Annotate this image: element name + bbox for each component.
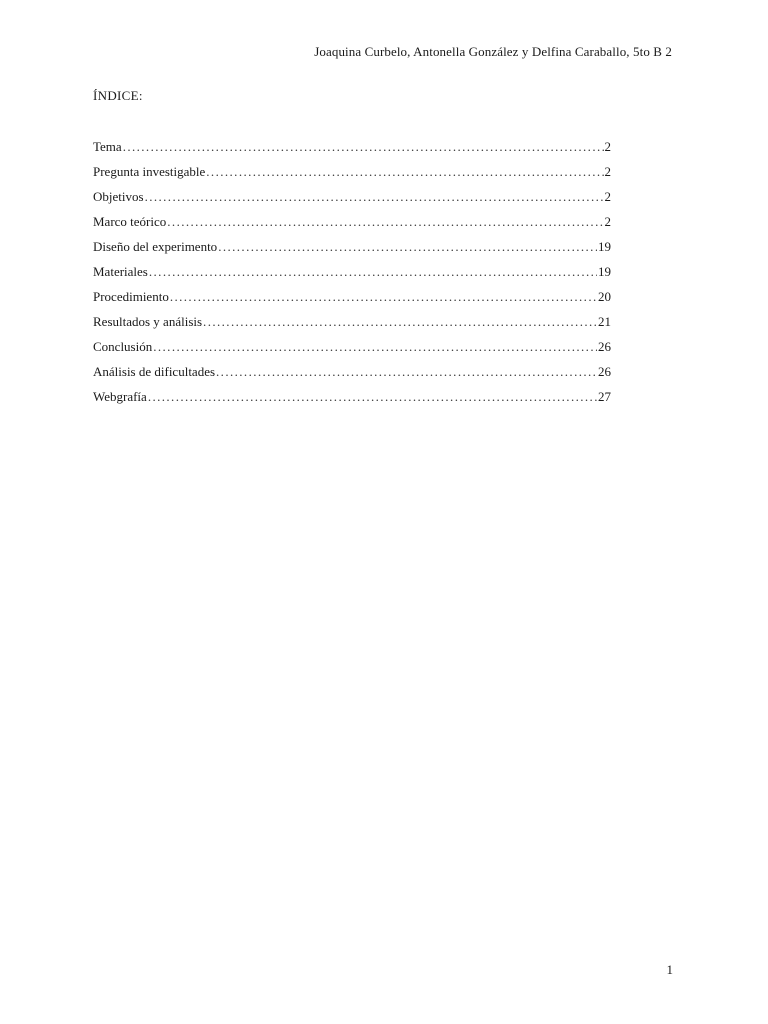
toc-entry-pregunta-investigable (93, 163, 611, 188)
toc-entry-resultados-y-analisis (93, 313, 611, 338)
page-header-authors: Joaquina Curbelo, Antonella González y Delfina Caraballo, 5to B 2 (314, 44, 672, 59)
toc-entry-label: Objetivos (93, 189, 144, 204)
toc-entry-diseno-del-experimento (93, 238, 611, 263)
toc-entry-label: Materiales (93, 264, 148, 279)
toc-entry-analisis-de-dificultades (93, 363, 611, 388)
toc-entry-label: Conclusión (93, 339, 153, 354)
toc-entry-page: 26 (598, 364, 611, 379)
toc-dot-leader (149, 263, 597, 281)
toc-entry-tema (93, 138, 611, 163)
toc-entry-page: 21 (598, 314, 611, 329)
toc-entry-page: 2 (604, 214, 611, 229)
toc-entry-conclusion (93, 338, 611, 363)
toc-dot-leader (145, 188, 604, 206)
toc-entry-label: Pregunta investigable (93, 164, 206, 179)
toc-entry-page: 26 (598, 339, 611, 354)
page-number: 1 (666, 962, 673, 977)
toc-entry-page: 20 (598, 289, 611, 304)
toc-entry-procedimiento (93, 288, 611, 313)
toc-dot-leader (206, 163, 603, 181)
toc-entry-label: Resultados y análisis (93, 314, 203, 329)
toc-entry-page: 2 (604, 139, 611, 154)
toc-dot-leader (216, 363, 597, 381)
toc-entry-page: 27 (598, 389, 611, 404)
toc-entry-webgrafia (93, 388, 611, 413)
table-of-contents (93, 138, 611, 413)
toc-entry-page: 2 (604, 164, 611, 179)
toc-entry-page: 19 (598, 264, 611, 279)
toc-dot-leader (218, 238, 597, 256)
toc-dot-leader (153, 338, 597, 356)
toc-dot-leader (203, 313, 597, 331)
toc-entry-label: Webgrafía (93, 389, 147, 404)
toc-entry-label: Tema (93, 139, 122, 154)
toc-entry-page: 2 (604, 189, 611, 204)
toc-dot-leader (170, 288, 597, 306)
toc-dot-leader (167, 213, 603, 231)
toc-entry-label: Análisis de dificultades (93, 364, 216, 379)
toc-entry-page: 19 (598, 239, 611, 254)
toc-entry-marco-teorico (93, 213, 611, 238)
toc-entry-label: Marco teórico (93, 214, 167, 229)
toc-entry-objetivos (93, 188, 611, 213)
toc-dot-leader (148, 388, 597, 406)
toc-dot-leader (123, 138, 604, 156)
toc-entry-materiales (93, 263, 611, 288)
index-title: ÍNDICE: (93, 88, 143, 103)
toc-entry-label: Procedimiento (93, 289, 169, 304)
toc-entry-label: Diseño del experimento (93, 239, 218, 254)
